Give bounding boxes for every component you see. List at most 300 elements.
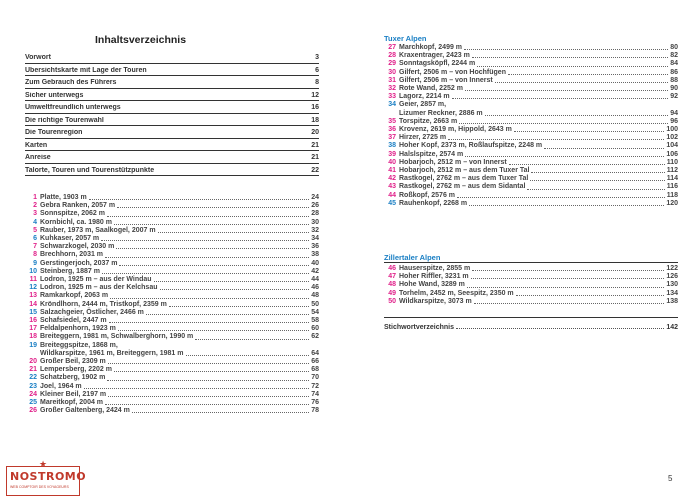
leader-dots <box>531 172 664 173</box>
index-divider <box>384 317 678 318</box>
entry-title: Zum Gebrauch des Führers <box>25 79 117 86</box>
tour-page: 44 <box>311 276 319 284</box>
tour-number: 20 <box>29 358 37 366</box>
tour-page: 58 <box>311 317 319 325</box>
entry-page: 8 <box>315 79 319 86</box>
tour-line <box>399 44 678 52</box>
section-heading-tuxer: Tuxer Alpen <box>384 34 427 43</box>
tour-number: 11 <box>29 276 37 284</box>
leader-dots <box>471 278 665 279</box>
tour-title: Lagorz, 2214 m <box>399 93 450 101</box>
tour-text <box>399 159 678 167</box>
tour-text <box>40 276 319 284</box>
tour-title: Geier, 2857 m, <box>399 101 447 109</box>
tour-number: 47 <box>388 273 396 281</box>
tour-title: Lempersberg, 2202 m <box>40 366 112 374</box>
tour-entry <box>25 219 319 227</box>
leader-dots <box>160 289 310 290</box>
tour-page: 122 <box>666 265 678 272</box>
tour-page: 26 <box>311 202 319 210</box>
leader-dots <box>465 156 664 157</box>
tour-line <box>40 350 319 358</box>
index-entry <box>384 324 678 331</box>
tour-text <box>40 251 319 259</box>
tour-number: 9 <box>33 259 37 267</box>
tour-text <box>40 260 319 268</box>
leader-dots <box>472 57 668 58</box>
toc-title: Inhaltsverzeichnis <box>95 34 187 46</box>
tour-entry <box>384 77 678 85</box>
leader-dots <box>467 287 664 288</box>
tour-text <box>399 85 678 93</box>
tour-text <box>40 366 319 374</box>
tour-title: Wildkarspitze, 1961 m, Breiteggern, 1981 m <box>40 349 184 357</box>
leader-dots <box>107 216 309 217</box>
tour-entry <box>25 333 319 341</box>
leader-dots <box>108 363 309 364</box>
tour-page: 82 <box>670 52 678 60</box>
tour-line <box>40 301 319 309</box>
tour-page: 30 <box>311 218 319 226</box>
tour-entry <box>25 374 319 382</box>
tour-number: 44 <box>388 191 396 199</box>
tour-title: Krovenz, 2619 m, Hippold, 2643 m <box>399 126 512 134</box>
tour-text <box>40 227 319 235</box>
tour-number: 43 <box>388 183 396 191</box>
tour-page: 104 <box>666 142 678 150</box>
tour-line <box>399 183 678 191</box>
tour-entry <box>25 342 319 358</box>
leader-dots <box>509 164 665 165</box>
tour-entry <box>25 325 319 333</box>
tour-number: 7 <box>33 243 37 251</box>
entry-title: Umweltfreundlich unterwegs <box>25 104 121 111</box>
tour-page: 80 <box>670 44 678 51</box>
tour-title: Kuhkaser, 2057 m <box>40 235 100 243</box>
tour-title: Rastkogel, 2762 m – aus dem Tuxer Tal <box>399 175 529 183</box>
tour-page: 64 <box>311 349 319 357</box>
tour-page: 114 <box>666 175 678 183</box>
tour-number: 41 <box>388 167 396 175</box>
tour-entry <box>384 52 678 60</box>
front-matter-entry <box>25 64 319 77</box>
tour-page: 138 <box>666 297 678 305</box>
tour-number: 14 <box>29 300 37 308</box>
tour-page: 96 <box>670 117 678 125</box>
tour-page: 76 <box>311 399 319 407</box>
logo-tagline: WEB COMPTOIR DES VOYAGEURS <box>10 485 69 489</box>
tour-entry <box>25 210 319 218</box>
tour-title: Breiteggern, 1981 m, Schwalberghorn, 1990 m <box>40 333 194 341</box>
tour-page: 78 <box>311 407 319 415</box>
tour-number: 36 <box>388 126 396 134</box>
tour-line <box>40 268 319 276</box>
front-matter-entry <box>25 139 319 152</box>
tour-number: 28 <box>388 52 396 60</box>
leader-dots <box>516 295 665 296</box>
tour-title: Brechhorn, 2031 m <box>40 251 104 259</box>
tour-text <box>399 134 678 142</box>
tour-line <box>40 227 319 235</box>
tour-entry <box>25 227 319 235</box>
tour-line <box>399 134 678 142</box>
tour-page: 92 <box>670 93 678 101</box>
tour-entry <box>384 167 678 175</box>
leader-dots <box>114 371 309 372</box>
leader-dots <box>508 74 668 75</box>
front-matter-entry <box>25 114 319 127</box>
tour-number: 42 <box>388 175 396 183</box>
tour-entry <box>25 366 319 374</box>
tour-line <box>399 200 678 208</box>
tour-text <box>40 342 319 358</box>
tour-title: Hobarjoch, 2512 m – von Innerst <box>399 158 507 166</box>
tour-line <box>40 284 319 292</box>
leader-dots <box>457 197 665 198</box>
front-matter-entry <box>25 151 319 164</box>
leader-dots <box>195 339 309 340</box>
tour-title: Hohe Wand, 3289 m <box>399 281 465 289</box>
tour-text <box>399 151 678 159</box>
tour-number: 3 <box>33 210 37 218</box>
tour-title: Kraxentrager, 2423 m <box>399 52 470 60</box>
tour-page: 106 <box>666 150 678 158</box>
tour-page: 34 <box>311 235 319 243</box>
entry-page: 16 <box>311 104 319 111</box>
tour-line <box>399 142 678 150</box>
tour-title: Hauserspitze, 2855 m <box>399 265 471 272</box>
leader-dots <box>530 180 664 181</box>
tour-entry <box>384 281 678 289</box>
tour-title: Joel, 1964 m <box>40 382 82 390</box>
front-matter-list <box>25 51 319 176</box>
tour-text <box>40 383 319 391</box>
tour-page: 86 <box>670 68 678 76</box>
tour-number: 50 <box>388 297 396 305</box>
tour-text <box>399 44 678 52</box>
tour-title: Schatzberg, 1902 m <box>40 374 106 382</box>
tour-list-zillertal <box>384 265 678 306</box>
tour-number: 5 <box>33 226 37 234</box>
tour-entry <box>384 175 678 183</box>
tour-entry <box>384 151 678 159</box>
leader-dots <box>158 232 310 233</box>
tour-number: 18 <box>29 333 37 341</box>
tour-page: 72 <box>311 382 319 390</box>
tour-entry <box>384 134 678 142</box>
leader-dots <box>114 224 309 225</box>
leader-dots <box>109 322 310 323</box>
tour-entry <box>384 60 678 68</box>
tour-title: Wildkarspitze, 3073 m <box>399 297 472 305</box>
tour-line <box>399 69 678 77</box>
tour-text <box>399 77 678 85</box>
tour-number: 30 <box>388 68 396 76</box>
tour-title: Großer Galtenberg, 2424 m <box>40 407 130 415</box>
tour-title: Lodron, 1925 m – aus der Kelchsau <box>40 284 158 292</box>
tour-title: Kröndlhorn, 2444 m, Tristkopf, 2359 m <box>40 300 167 308</box>
tour-number: 17 <box>29 325 37 333</box>
tour-title: Hoher Riffler, 3231 m <box>399 273 469 281</box>
tour-text <box>40 194 319 202</box>
tour-line <box>40 235 319 243</box>
tour-text <box>399 281 678 289</box>
nostromo-logo <box>6 459 87 496</box>
tour-text <box>40 202 319 210</box>
leader-dots <box>119 265 309 266</box>
tour-number: 19 <box>29 341 37 349</box>
tour-line <box>40 243 319 251</box>
tour-page: 42 <box>311 267 319 275</box>
tour-entry <box>384 159 678 167</box>
tour-text <box>399 52 678 60</box>
tour-page: 68 <box>311 366 319 374</box>
tour-page: 130 <box>666 281 678 289</box>
tour-page: 110 <box>666 158 678 166</box>
tour-title: Mareitkopf, 2004 m <box>40 399 104 407</box>
tour-number: 39 <box>388 150 396 158</box>
tour-entry <box>25 284 319 292</box>
index-entry-title: Stichwortverzeichnis <box>384 324 455 331</box>
tour-text <box>40 309 319 317</box>
tour-text <box>40 219 319 227</box>
tour-entry <box>25 301 319 309</box>
leader-dots <box>84 388 310 389</box>
tour-title: Torspitze, 2663 m <box>399 117 458 125</box>
tour-page: 74 <box>311 390 319 398</box>
tour-title: Ramkarkopf, 2063 m <box>40 292 109 300</box>
leader-dots <box>110 298 309 299</box>
tour-page: 32 <box>311 226 319 234</box>
leader-dots <box>105 404 309 405</box>
entry-title: Vorwort <box>25 54 51 61</box>
tour-text <box>40 301 319 309</box>
entry-title: Sicher unterwegs <box>25 91 84 99</box>
tour-page: 134 <box>666 289 678 297</box>
tour-entry <box>25 202 319 210</box>
tour-text <box>40 358 319 366</box>
tour-title: Rastkogel, 2762 m – aus dem Sidantal <box>399 183 526 191</box>
tour-text <box>399 265 678 273</box>
tour-line <box>399 167 678 175</box>
tour-text <box>40 284 319 292</box>
tour-line <box>40 210 319 218</box>
tour-number: 21 <box>29 366 37 374</box>
tour-line <box>399 52 678 60</box>
tour-page: 84 <box>670 60 678 68</box>
leader-dots <box>448 139 664 140</box>
tour-page: 118 <box>666 191 678 199</box>
star-icon: ★ <box>38 459 48 469</box>
tour-entry <box>25 391 319 399</box>
tour-entry <box>384 273 678 281</box>
tour-line <box>40 374 319 382</box>
tour-page: 90 <box>670 85 678 93</box>
tour-entry <box>384 192 678 200</box>
leader-dots <box>102 273 309 274</box>
tour-text <box>40 399 319 407</box>
tour-line <box>399 281 678 289</box>
leader-dots <box>464 49 668 50</box>
tour-entry <box>384 126 678 134</box>
entry-title: Anreise <box>25 154 51 161</box>
section-heading-zillertal: Zillertaler Alpen <box>384 253 441 262</box>
tour-line <box>40 309 319 317</box>
tour-number: 12 <box>29 284 37 292</box>
tour-line <box>399 60 678 68</box>
tour-number: 45 <box>388 199 396 207</box>
leader-dots <box>544 148 664 149</box>
leader-dots <box>469 205 664 206</box>
tour-number: 1 <box>33 194 37 201</box>
tour-line <box>399 93 678 101</box>
tour-number: 38 <box>388 142 396 150</box>
tour-title: Roßkopf, 2576 m <box>399 191 456 199</box>
front-matter-entry <box>25 164 319 177</box>
front-matter-entry <box>25 89 319 102</box>
entry-page: 21 <box>311 141 319 149</box>
leader-dots <box>527 189 664 190</box>
tour-entry <box>25 251 319 259</box>
tour-number: 37 <box>388 134 396 142</box>
tour-entry <box>384 290 678 298</box>
leader-dots <box>118 330 309 331</box>
entry-page: 3 <box>315 54 319 61</box>
tour-line <box>399 192 678 200</box>
tour-title: Rote Wand, 2252 m <box>399 85 463 93</box>
tour-line <box>40 251 319 259</box>
tour-entry <box>25 317 319 325</box>
tour-line <box>40 325 319 333</box>
tour-page: 28 <box>311 210 319 218</box>
tour-title: Gilfert, 2506 m – von Innerst <box>399 76 493 84</box>
tour-line <box>40 202 319 210</box>
tour-title: Breiteggspitze, 1868 m, <box>40 341 118 349</box>
tour-number: 8 <box>33 251 37 259</box>
tour-title: Marchkopf, 2499 m <box>399 44 463 51</box>
tour-page: 24 <box>311 194 319 201</box>
tour-number: 2 <box>33 202 37 210</box>
tour-number: 24 <box>29 390 37 398</box>
tour-page: 50 <box>311 300 319 308</box>
tour-text <box>399 290 678 298</box>
tour-entry <box>384 44 678 52</box>
tour-page: 62 <box>311 333 319 341</box>
tour-line <box>40 358 319 366</box>
tour-entry <box>384 265 678 273</box>
tour-number: 6 <box>33 235 37 243</box>
tour-page: 54 <box>311 308 319 316</box>
entry-page: 6 <box>315 66 319 74</box>
tour-page: 66 <box>311 358 319 366</box>
entry-page: 21 <box>311 154 319 161</box>
tour-entry <box>384 298 678 306</box>
tour-text <box>399 60 678 68</box>
tour-line <box>399 298 678 306</box>
tour-number: 48 <box>388 281 396 289</box>
tour-page: 94 <box>670 109 678 117</box>
tour-title: Großer Beil, 2309 m <box>40 358 106 366</box>
tour-entry <box>384 101 678 117</box>
tour-title: Feldalpenhorn, 1923 m <box>40 325 116 333</box>
tour-title: Rauber, 1973 m, Saalkogel, 2007 m <box>40 226 156 234</box>
tour-entry <box>25 383 319 391</box>
tour-title: Salzachgeier, Östlicher, 2466 m <box>40 308 144 316</box>
tour-text <box>399 142 678 150</box>
leader-dots <box>514 131 664 132</box>
tour-title: Halslspitze, 2574 m <box>399 150 464 158</box>
tour-line <box>40 260 319 268</box>
tour-title: Schwarzkogel, 2030 m <box>40 243 115 251</box>
tour-entry <box>25 399 319 407</box>
leader-dots <box>456 328 664 329</box>
tour-text <box>40 325 319 333</box>
tour-text <box>399 273 678 281</box>
leader-dots <box>495 82 668 83</box>
tour-line <box>399 273 678 281</box>
entry-title: Karten <box>25 141 48 149</box>
section-divider <box>384 262 678 263</box>
leader-dots <box>116 248 309 249</box>
tour-line <box>399 175 678 183</box>
tour-title: Schafsiedel, 2447 m <box>40 317 107 325</box>
tour-title: Rauhenkopf, 2268 m <box>399 199 468 207</box>
tour-title: Sonnspitze, 2062 m <box>40 210 105 218</box>
tour-entry <box>25 292 319 300</box>
tour-number: 46 <box>388 265 396 272</box>
tour-entry <box>25 268 319 276</box>
entry-page: 18 <box>311 116 319 124</box>
tour-title: Kornbichl, ca. 1980 m <box>40 218 112 226</box>
entry-page: 22 <box>311 166 319 174</box>
tour-title: Torhelm, 2452 m, Seespitz, 2350 m <box>399 289 514 297</box>
tour-line <box>399 126 678 134</box>
tour-title: Hoher Kopf, 2373 m, Roßlaufspitze, 2248 m <box>399 142 543 150</box>
entry-title: Übersichtskarte mit Lage der Touren <box>25 66 147 74</box>
tour-entry <box>384 183 678 191</box>
tour-line <box>40 391 319 399</box>
tour-page: 126 <box>666 273 678 281</box>
tour-title: Platte, 1903 m <box>40 194 87 201</box>
tour-page: 112 <box>666 167 678 175</box>
tour-number: 25 <box>29 399 37 407</box>
tour-entry <box>25 235 319 243</box>
tour-line <box>399 290 678 298</box>
tour-line <box>40 366 319 374</box>
tour-number: 23 <box>29 382 37 390</box>
tour-page: 40 <box>311 259 319 267</box>
tour-entry <box>384 85 678 93</box>
tour-entry <box>384 93 678 101</box>
tour-page: 100 <box>666 126 678 134</box>
tour-text <box>40 235 319 243</box>
tour-page: 116 <box>666 183 678 191</box>
tour-title: Hirzer, 2725 m <box>399 134 447 142</box>
tour-title: Hobarjoch, 2512 m – aus dem Tuxer Tal <box>399 167 530 175</box>
tour-title: Gerstingerjoch, 2037 m <box>40 259 118 267</box>
tour-text <box>40 317 319 325</box>
leader-dots <box>186 355 310 356</box>
tour-number: 22 <box>29 374 37 382</box>
tour-text <box>399 101 678 117</box>
tour-text <box>40 407 319 415</box>
tour-text <box>399 126 678 134</box>
tour-number: 26 <box>29 407 37 415</box>
tour-title: Lizumer Reckner, 2886 m <box>399 109 483 117</box>
page-number: 5 <box>668 474 673 483</box>
leader-dots <box>108 396 309 397</box>
tour-line <box>40 317 319 325</box>
